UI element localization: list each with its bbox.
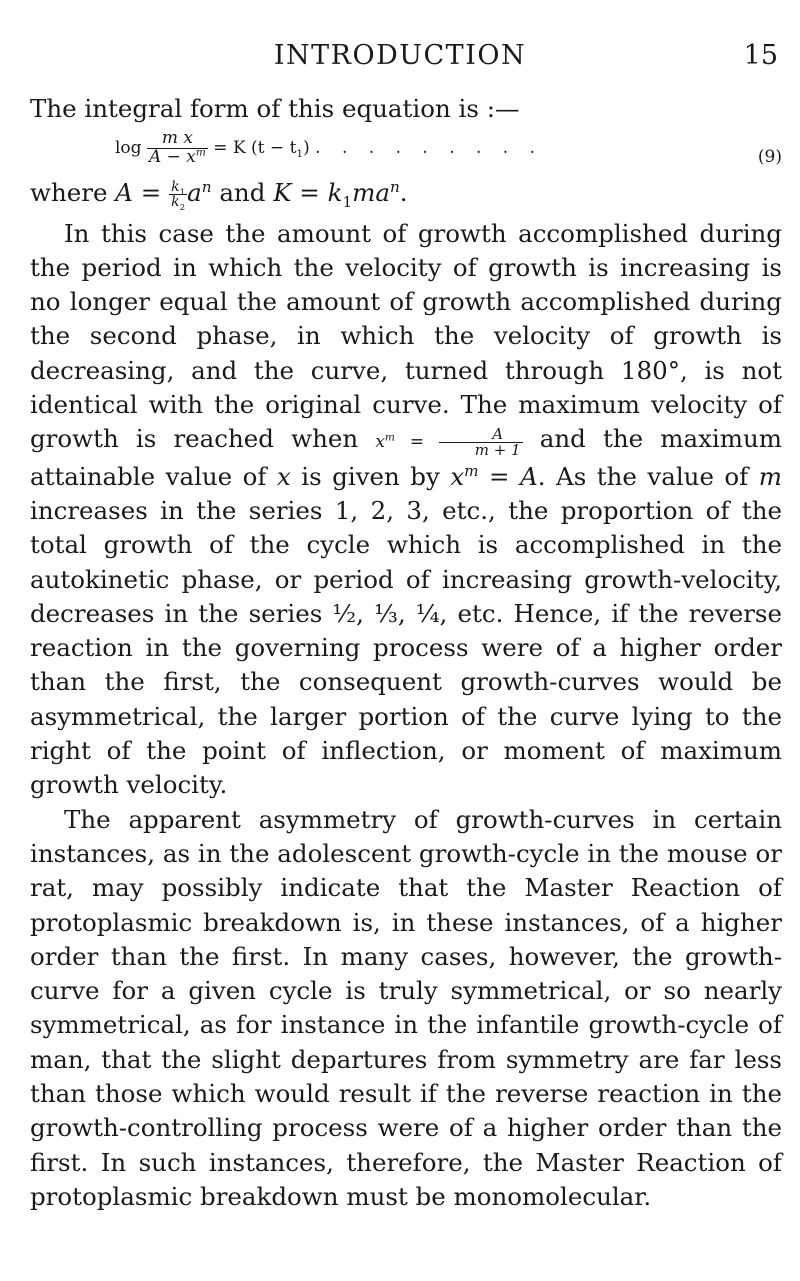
paragraph-1: [30, 217, 782, 803]
paragraph-1-text-2: and the maximum attainable value of: [30, 424, 782, 491]
inline-x: x: [375, 432, 385, 453]
equation-rhs-close: ): [303, 138, 310, 159]
inline-m: m: [384, 431, 395, 444]
k-numerator: k: [171, 178, 180, 195]
inline-frac-den: m + 1: [474, 441, 521, 460]
equation-exponent: m: [195, 146, 206, 159]
inline-x-3: x: [450, 461, 465, 491]
paragraph-1-text-6: increases in the series 1, 2, 3, etc., the proportion of the total growth of the cycle which is accomplished in the autokinetic phase, or period of increasing growth-velocity, decreases in the series ½, ⅓, ¼, etc. Hence, if the reverse reaction in the governing process were of a higher order than the first, the consequent growth-curves would be asymmetrical, the larger portion of the curve lying to the right of the point of inflection, or moment of maximum growth velocity.: [30, 495, 782, 800]
inline-x-2: x: [276, 461, 291, 491]
equals-sign: =: [140, 178, 162, 208]
running-title: INTRODUCTION: [273, 40, 527, 71]
symbol-A: A: [115, 178, 133, 208]
equation-log: log: [115, 138, 142, 159]
paragraph-1-text-5: . As the value of: [537, 461, 749, 491]
body-text: [30, 92, 782, 1214]
equation-rhs-sub: 1: [296, 148, 304, 161]
exponent-n-2: n: [390, 178, 400, 197]
inline-m-4: m: [758, 461, 782, 491]
symbol-ma: ma: [352, 178, 390, 208]
equation-dots: . . . . . . . . .: [315, 138, 544, 159]
equation-expression: [115, 130, 543, 167]
where-line: [30, 176, 782, 214]
inline-equals: =: [409, 432, 424, 453]
inline-max-velocity-condition: [375, 424, 522, 460]
k-ratio-fraction: $\frac{k_1}{k_2}$: [171, 178, 186, 214]
inline-m-3: m: [464, 461, 479, 480]
paragraph-1-text-3: is given by: [301, 461, 440, 491]
and-word: and: [219, 178, 266, 208]
symbol-a: a: [187, 178, 202, 208]
equation-denominator: A − x: [148, 147, 196, 168]
where-word: where: [30, 178, 108, 208]
equation-9: [115, 126, 782, 180]
equation-rhs: = K (t − t: [213, 138, 297, 159]
equation-fraction: [147, 130, 208, 167]
exponent-n: n: [201, 178, 212, 197]
paragraph-2: The apparent asymmetry of growth-curves in certain instances, as in the adolescent growth-cycle in the mouse or rat, may possibly indicate that the Master Reaction of protoplasmic breakdown is, in these instances, of a higher order than the first. In many cases, however, the growth-curve for a given cycle is truly symmetrical, or so nearly symmetrical, as for instance in the infantile growth-cycle of man, that the slight departures from symmetry are far less than those which would result if the reverse reaction in the growth-controlling process were of a higher order than the first. In such instances, therefore, the Master Reaction of protoplasmic breakdown must be monomolecular.: [30, 804, 782, 1211]
inline-frac-num: A: [492, 424, 504, 443]
equals-sign-2: =: [299, 178, 320, 208]
inline-fraction: [439, 424, 523, 460]
symbol-k: k: [327, 178, 343, 208]
paragraph-1-equals: =: [489, 461, 510, 491]
paragraph-1-text-1: In this case the amount of growth accomplished during the period in which the velocity of growth is increasing is no longer equal the amount of growth accomplished during the second phase, in which the velocity of growth is decreasing, and the curve, turned through 180°, is not identical with the original curve. The maximum velocity of growth is reached when: [30, 218, 782, 454]
symbol-K: K: [273, 178, 292, 208]
subscript-1: 1: [342, 193, 353, 212]
intro-line: The integral form of this equation is :—: [30, 94, 520, 123]
inline-A-3: A: [520, 461, 538, 491]
equation-numerator: m x: [161, 128, 193, 149]
running-head: [0, 40, 800, 80]
page-number: 15: [743, 40, 778, 71]
equation-number: (9): [757, 147, 782, 168]
k-denominator: k: [171, 194, 180, 211]
period: .: [399, 178, 408, 208]
